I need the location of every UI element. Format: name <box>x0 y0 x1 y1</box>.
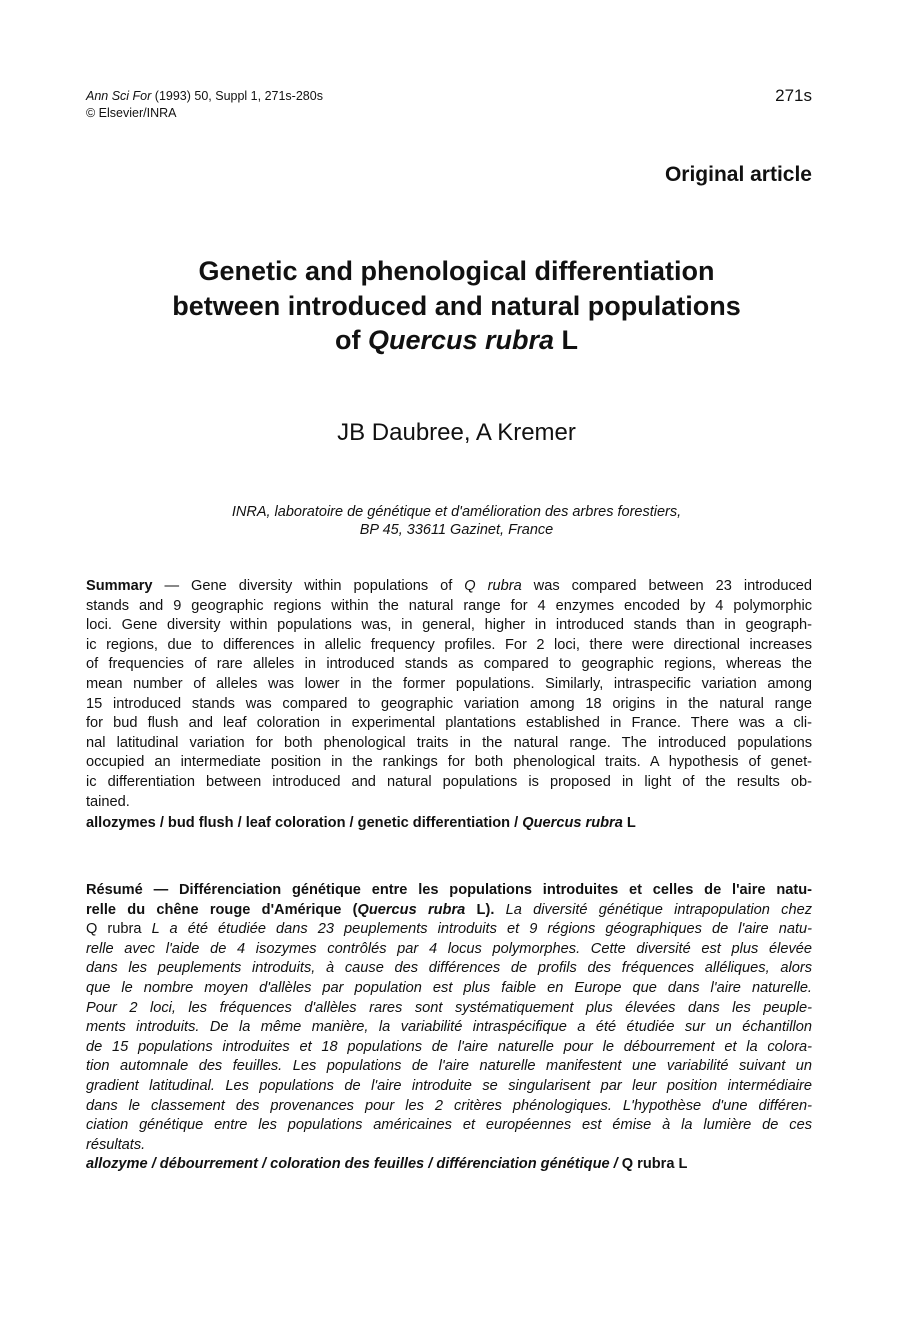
text-segment: ciation génétique entre les populations américaines et européennes est émise à la lumière de ces <box>86 1117 812 1134</box>
text-line <box>86 920 812 940</box>
copyright: © Elsevier/INRA <box>86 106 177 120</box>
text-segment: tained. <box>86 793 130 810</box>
text-segment: Résumé — Différenciation génétique entre les populations introduites et celles de l'aire natu- <box>86 882 812 898</box>
journal-name: Ann Sci For <box>86 89 152 103</box>
text-line <box>86 577 812 597</box>
resume-abstract <box>86 881 812 1155</box>
title-line-1: Genetic and phenological differentiation <box>198 256 715 286</box>
text-line <box>86 753 812 773</box>
affiliation <box>0 503 913 539</box>
text-segment: for bud flush and leaf coloration in experimental plantations established in France. There was a cli- <box>86 715 812 732</box>
page-number: 271s <box>775 86 812 105</box>
text-segment: ic differentiation between introduced and natural populations is proposed in light of the results ob- <box>86 773 812 790</box>
text-line <box>86 597 812 617</box>
text-segment: de 15 populations introduites et 18 populations de l'aire naturelle pour le débourrement et la colora- <box>86 1038 812 1055</box>
text-segment: que le nombre moyen d'allèles par population est plus faible en Europe que dans l'aire naturelle. <box>86 979 812 996</box>
text-line <box>86 1116 812 1136</box>
text-segment: ic regions, due to differences in allelic frequency profiles. For 2 loci, there were directional increases <box>86 636 812 653</box>
title-line-2: between introduced and natural populations <box>172 290 741 321</box>
text-segment: of frequencies of rare alleles in introduced stands as compared to geographic regions, whereas the <box>86 656 812 673</box>
summary-abstract <box>86 577 812 812</box>
text-segment: Q rubra <box>464 578 522 594</box>
text-segment: La diversité génétique intrapopulation chez <box>494 901 812 918</box>
text-segment: Summary <box>86 578 153 594</box>
text-line <box>86 675 812 695</box>
text-line <box>86 1057 812 1077</box>
text-line <box>86 940 812 960</box>
resume-keywords <box>86 1156 687 1172</box>
text-segment: allozyme / débourrement / coloration des feuilles / différenciation génétique / <box>86 1156 622 1172</box>
text-segment: Q rubra <box>86 921 152 938</box>
text-segment: mean number of alleles was lower in the former populations. Similarly, intraspecific variation among <box>86 675 812 692</box>
text-segment: résultats. <box>86 1136 146 1153</box>
text-line <box>86 999 812 1019</box>
text-segment: dans le classement des provenances pour les 2 critères phénologiques. L'hypothèse d'une différen- <box>86 1097 812 1114</box>
text-line <box>86 881 812 901</box>
text-segment: Q rubra L <box>621 1156 688 1172</box>
text-line <box>86 1097 812 1117</box>
citation-details: (1993) 50, Suppl 1, 271s-280s <box>151 89 323 103</box>
text-segment: L <box>622 815 636 831</box>
article-title <box>0 254 913 358</box>
text-line <box>86 979 812 999</box>
text-line <box>86 655 812 675</box>
text-line <box>86 1077 812 1097</box>
affiliation-line-1 <box>0 503 913 521</box>
text-segment: Pour 2 loci, les fréquences d'allèles rares sont systématiquement plus élevées dans les peuple- <box>86 999 812 1016</box>
text-line <box>86 959 812 979</box>
text-segment: was compared between 23 introduced <box>521 578 812 594</box>
text-line <box>86 793 812 813</box>
text-line <box>86 636 812 656</box>
text-segment: stands and 9 geographic regions within the natural range for 4 enzymes encoded by 4 polymorphic <box>86 597 812 614</box>
text-segment: Quercus rubra <box>357 901 466 918</box>
text-segment: ments introduits. De la même manière, la variabilité intraspécifique a été étudiée sur un échantillon <box>86 1019 812 1036</box>
text-segment: nal latitudinal variation for both phenological traits in the natural range. The introduced populations <box>86 734 812 751</box>
text-segment: occupied an intermediate position in the rankings for both phenological traits. A hypothesis of genet- <box>86 754 812 771</box>
text-segment: gradient latitudinal. Les populations de l'aire introduite se singularisent par leur position intermédiaire <box>86 1077 812 1094</box>
laboratory: , laboratoire de génétique et d'amélioration des arbres forestiers, <box>266 504 682 520</box>
text-segment: L). <box>465 901 495 918</box>
text-line <box>86 616 812 636</box>
text-line <box>86 734 812 754</box>
text-segment: — Gene diversity within populations of <box>152 578 465 594</box>
text-line <box>86 714 812 734</box>
title-prefix: of <box>334 325 368 355</box>
authors: JB Daubree, A Kremer <box>337 419 576 446</box>
summary-keywords <box>86 815 636 831</box>
affiliation-line-2: BP 45, 33611 Gazinet, France <box>359 522 554 538</box>
text-segment: L a été étudiée dans 23 peuplements introduits et 9 régions géographiques de l'aire natu- <box>151 921 812 938</box>
text-segment: allozymes / bud flush / leaf coloration / genetic differentiation / <box>86 815 523 831</box>
text-segment: dans les peuplements introduits, à cause des différences de profils des fréquences alléliques, alors <box>86 960 812 977</box>
journal-citation <box>86 88 323 105</box>
text-line <box>86 1018 812 1038</box>
article-type: Original article <box>664 163 812 186</box>
text-segment: relle avec l'aide de 4 isozymes contrôlés par 4 locus polymorphes. Cette diversité est plus élevée <box>86 940 812 957</box>
text-segment: 15 introduced stands was compared to geographic variation among 18 origins in the natural range <box>86 695 812 712</box>
text-line <box>86 1038 812 1058</box>
text-line <box>86 773 812 793</box>
text-line <box>86 1136 812 1156</box>
text-segment: Quercus rubra <box>522 815 623 831</box>
title-suffix: L <box>554 325 579 355</box>
institute: INRA <box>231 504 267 520</box>
text-line <box>86 695 812 715</box>
text-segment: relle du chêne rouge d'Amérique ( <box>86 901 358 918</box>
text-segment: loci. Gene diversity within populations was, in general, higher in introduced stands than in geograph- <box>86 617 812 634</box>
text-line <box>86 901 812 921</box>
text-segment: tion automnale des feuilles. Les populations de l'aire naturelle manifestent une variabilité suivant un <box>86 1058 812 1075</box>
title-species: Quercus rubra <box>367 325 555 355</box>
title-line-3 <box>0 323 913 358</box>
